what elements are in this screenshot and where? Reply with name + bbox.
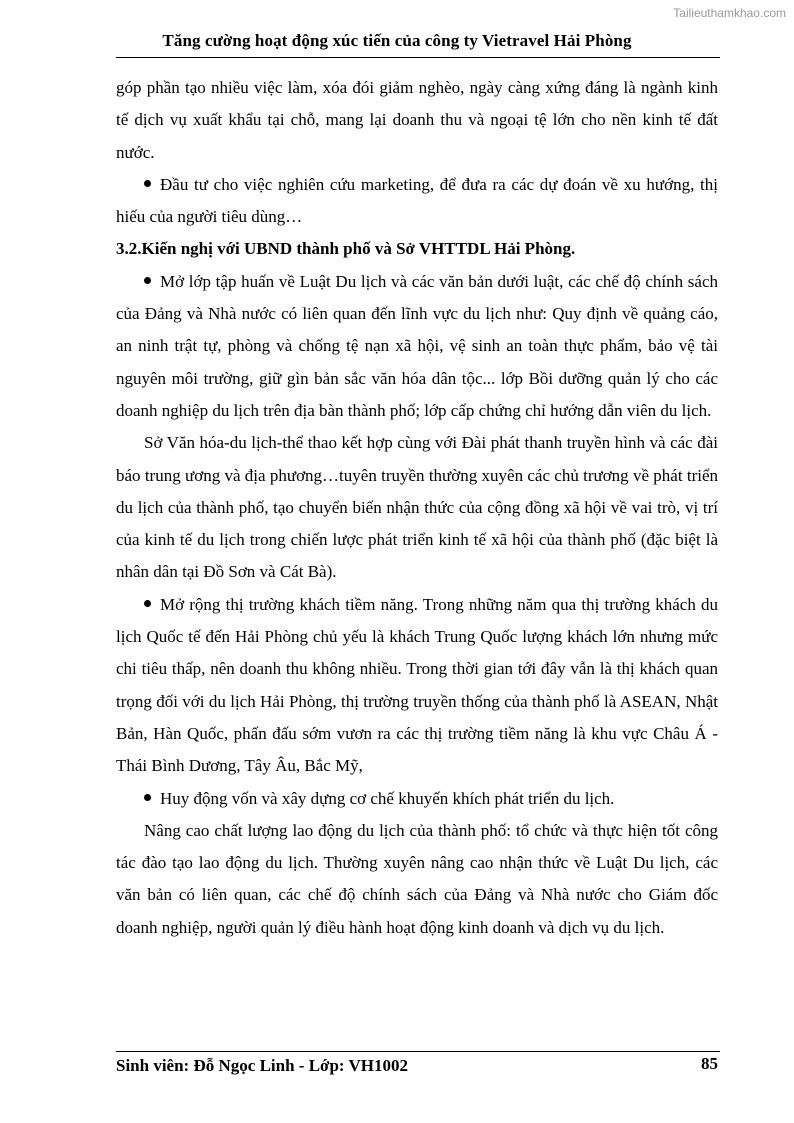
bullet-text: Huy động vốn và xây dựng cơ chế khuyến khích phát triển du lịch.: [160, 788, 615, 808]
bullet-paragraph-training: [116, 266, 718, 427]
bullet-text: Mở lớp tập huấn về Luật Du lịch và các văn bản dưới luật, các chế độ chính sách của Đảng và Nhà nước có liên quan đến lĩnh vực du lịch như: Quy định về quảng cáo, an ninh trật tự, phòng và chống tệ nạn xã hội, vệ sinh an toàn thực phẩm, bảo vệ tài nguyên môi trường, giữ gìn bản sắc văn hóa dân tộc... lớp Bồi dưỡng quản lý cho các doanh nghiệp du lịch trên địa bàn thành phố; lớp cấp chứng chỉ hướng dẫn viên du lịch.: [116, 271, 718, 420]
bullet-paragraph-markets: [116, 589, 718, 783]
bullet-icon: [144, 277, 151, 284]
paragraph-labor-quality: Nâng cao chất lượng lao động du lịch của thành phố: tổ chức và thực hiện tốt công tác đào tạo lao động du lịch. Thường xuyên nâng cao nhận thức về Luật Du lịch, các văn bản có liên quan, các chế độ chính sách của Đảng và Nhà nước cho Giám đốc doanh nghiệp, người quản lý điều hành hoạt động kinh doanh và dịch vụ du lịch.: [116, 820, 718, 937]
watermark-text: Tailieuthamkhao.com: [673, 6, 786, 20]
footer-divider: [116, 1051, 720, 1052]
document-body: [116, 72, 718, 944]
footer-student-info: Sinh viên: Đỗ Ngọc Linh - Lớp: VH1002: [116, 1056, 409, 1075]
header-divider: [116, 57, 720, 58]
section-heading: 3.2.Kiến nghị với UBND thành phố và Sở VHTTDL Hải Phòng.: [116, 239, 576, 259]
page-header-title: Tăng cường hoạt động xúc tiến của công ty Vietravel Hải Phòng: [162, 31, 632, 50]
bullet-paragraph-capital: [116, 783, 718, 815]
bullet-text: Đầu tư cho việc nghiên cứu marketing, để đưa ra các dự đoán về xu hướng, thị hiếu của người tiêu dùng…: [116, 174, 718, 227]
bullet-paragraph-marketing: [116, 169, 718, 234]
paragraph-propaganda: Sở Văn hóa-du lịch-thể thao kết hợp cùng với Đài phát thanh truyền hình và các đài báo trung ương và địa phương…tuyên truyền thường xuyên các chủ trương về phát triển du lịch của thành phố, tạo chuyển biến nhận thức của cộng đồng xã hội về vai trò, vị trí của kinh tế du lịch trong chiến lược phát triển kinh tế xã hội của thành phố (đặc biệt là nhân dân tại Đồ Sơn và Cát Bà).: [116, 433, 718, 582]
page-number: 85: [701, 1054, 718, 1073]
bullet-text: Mở rộng thị trường khách tiềm năng. Trong những năm qua thị trường khách du lịch Quốc tế đến Hải Phòng chủ yếu là khách Trung Quốc lượng khách lớn nhưng mức chi tiêu thấp, nên doanh thu không nhiều. Trong thời gian tới đây vẫn là thị khách quan trọng đối với du lịch Hải Phòng, thị trường truyền thống của thành phố là ASEAN, Nhật Bản, Hàn Quốc, phấn đấu sớm vươn ra các thị trường tiềm năng là khu vực Châu Á - Thái Bình Dương, Tây Âu, Bắc Mỹ,: [116, 594, 718, 776]
bullet-icon: [144, 180, 151, 187]
paragraph-continuation: góp phần tạo nhiều việc làm, xóa đói giảm nghèo, ngày càng xứng đáng là ngành kinh tế dịch vụ xuất khẩu tại chỗ, mang lại doanh thu và ngoại tệ lớn cho nền kinh tế đất nước.: [116, 78, 718, 162]
bullet-icon: [144, 600, 151, 607]
bullet-icon: [144, 794, 151, 801]
